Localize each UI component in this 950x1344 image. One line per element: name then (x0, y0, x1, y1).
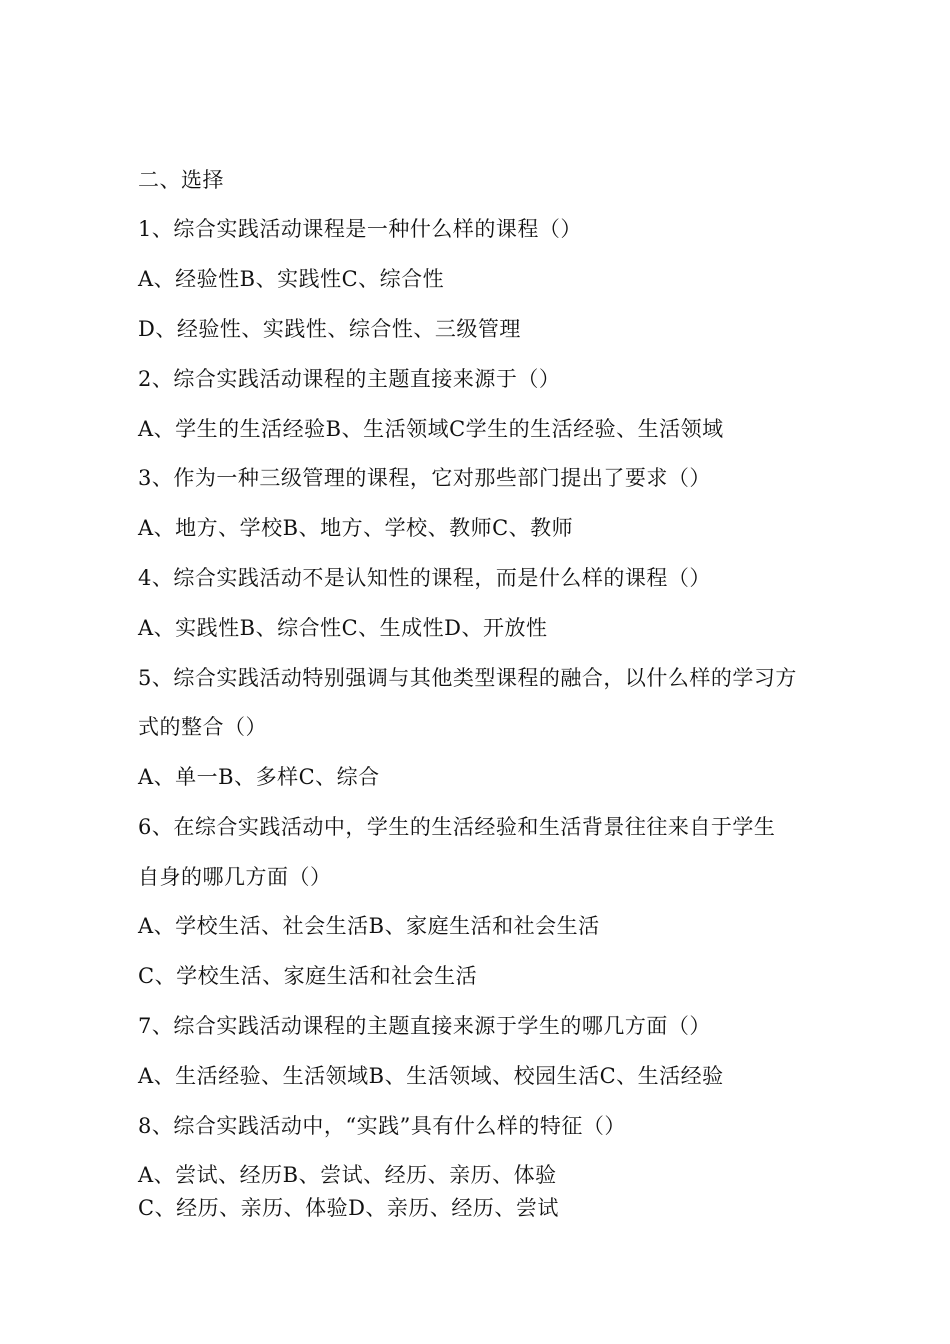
question-7-options: A、生活经验、生活领域B、生活领域、校园生活C、生活经验 (138, 1064, 724, 1088)
question-6-options-a-b: A、学校生活、社会生活B、家庭生活和社会生活 (138, 914, 600, 938)
question-8-options-c-d: C、经历、亲历、体验D、亲历、经历、尝试 (138, 1196, 559, 1220)
question-3-options: A、地方、学校B、地方、学校、教师C、教师 (138, 516, 574, 540)
question-2: 2、综合实践活动课程的主题直接来源于（） (138, 367, 561, 391)
question-1: 1、综合实践活动课程是一种什么样的课程（） (138, 217, 582, 241)
question-1-option-d: D、经验性、实践性、综合性、三级管理 (138, 317, 521, 341)
question-7: 7、综合实践活动课程的主题直接来源于学生的哪几方面（） (138, 1014, 711, 1038)
section-title: 二、选择 (138, 168, 224, 192)
question-5-line-2: 式的整合（） (138, 715, 267, 739)
question-2-options: A、学生的生活经验B、生活领域C学生的生活经验、生活领域 (138, 417, 724, 441)
question-4: 4、综合实践活动不是认知性的课程，而是什么样的课程（） (138, 566, 711, 590)
question-1-options-a-c: A、经验性B、实践性C、综合性 (138, 267, 445, 291)
question-6-line-1: 6、在综合实践活动中，学生的生活经验和生活背景往往来自于学生 (138, 815, 776, 839)
question-6-line-2: 自身的哪几方面（） (138, 865, 332, 889)
question-5-options: A、单一B、多样C、综合 (138, 765, 380, 789)
question-6-option-c: C、学校生活、家庭生活和社会生活 (138, 964, 478, 988)
question-4-options: A、实践性B、综合性C、生成性D、开放性 (138, 616, 548, 640)
question-5-line-1: 5、综合实践活动特别强调与其他类型课程的融合，以什么样的学习方 (138, 666, 797, 690)
question-8-options-a-b: A、尝试、经历B、尝试、经历、亲历、体验 (138, 1163, 557, 1187)
question-3: 3、作为一种三级管理的课程，它对那些部门提出了要求（） (138, 466, 711, 490)
question-8: 8、综合实践活动中，“实践”具有什么样的特征（） (138, 1114, 626, 1138)
